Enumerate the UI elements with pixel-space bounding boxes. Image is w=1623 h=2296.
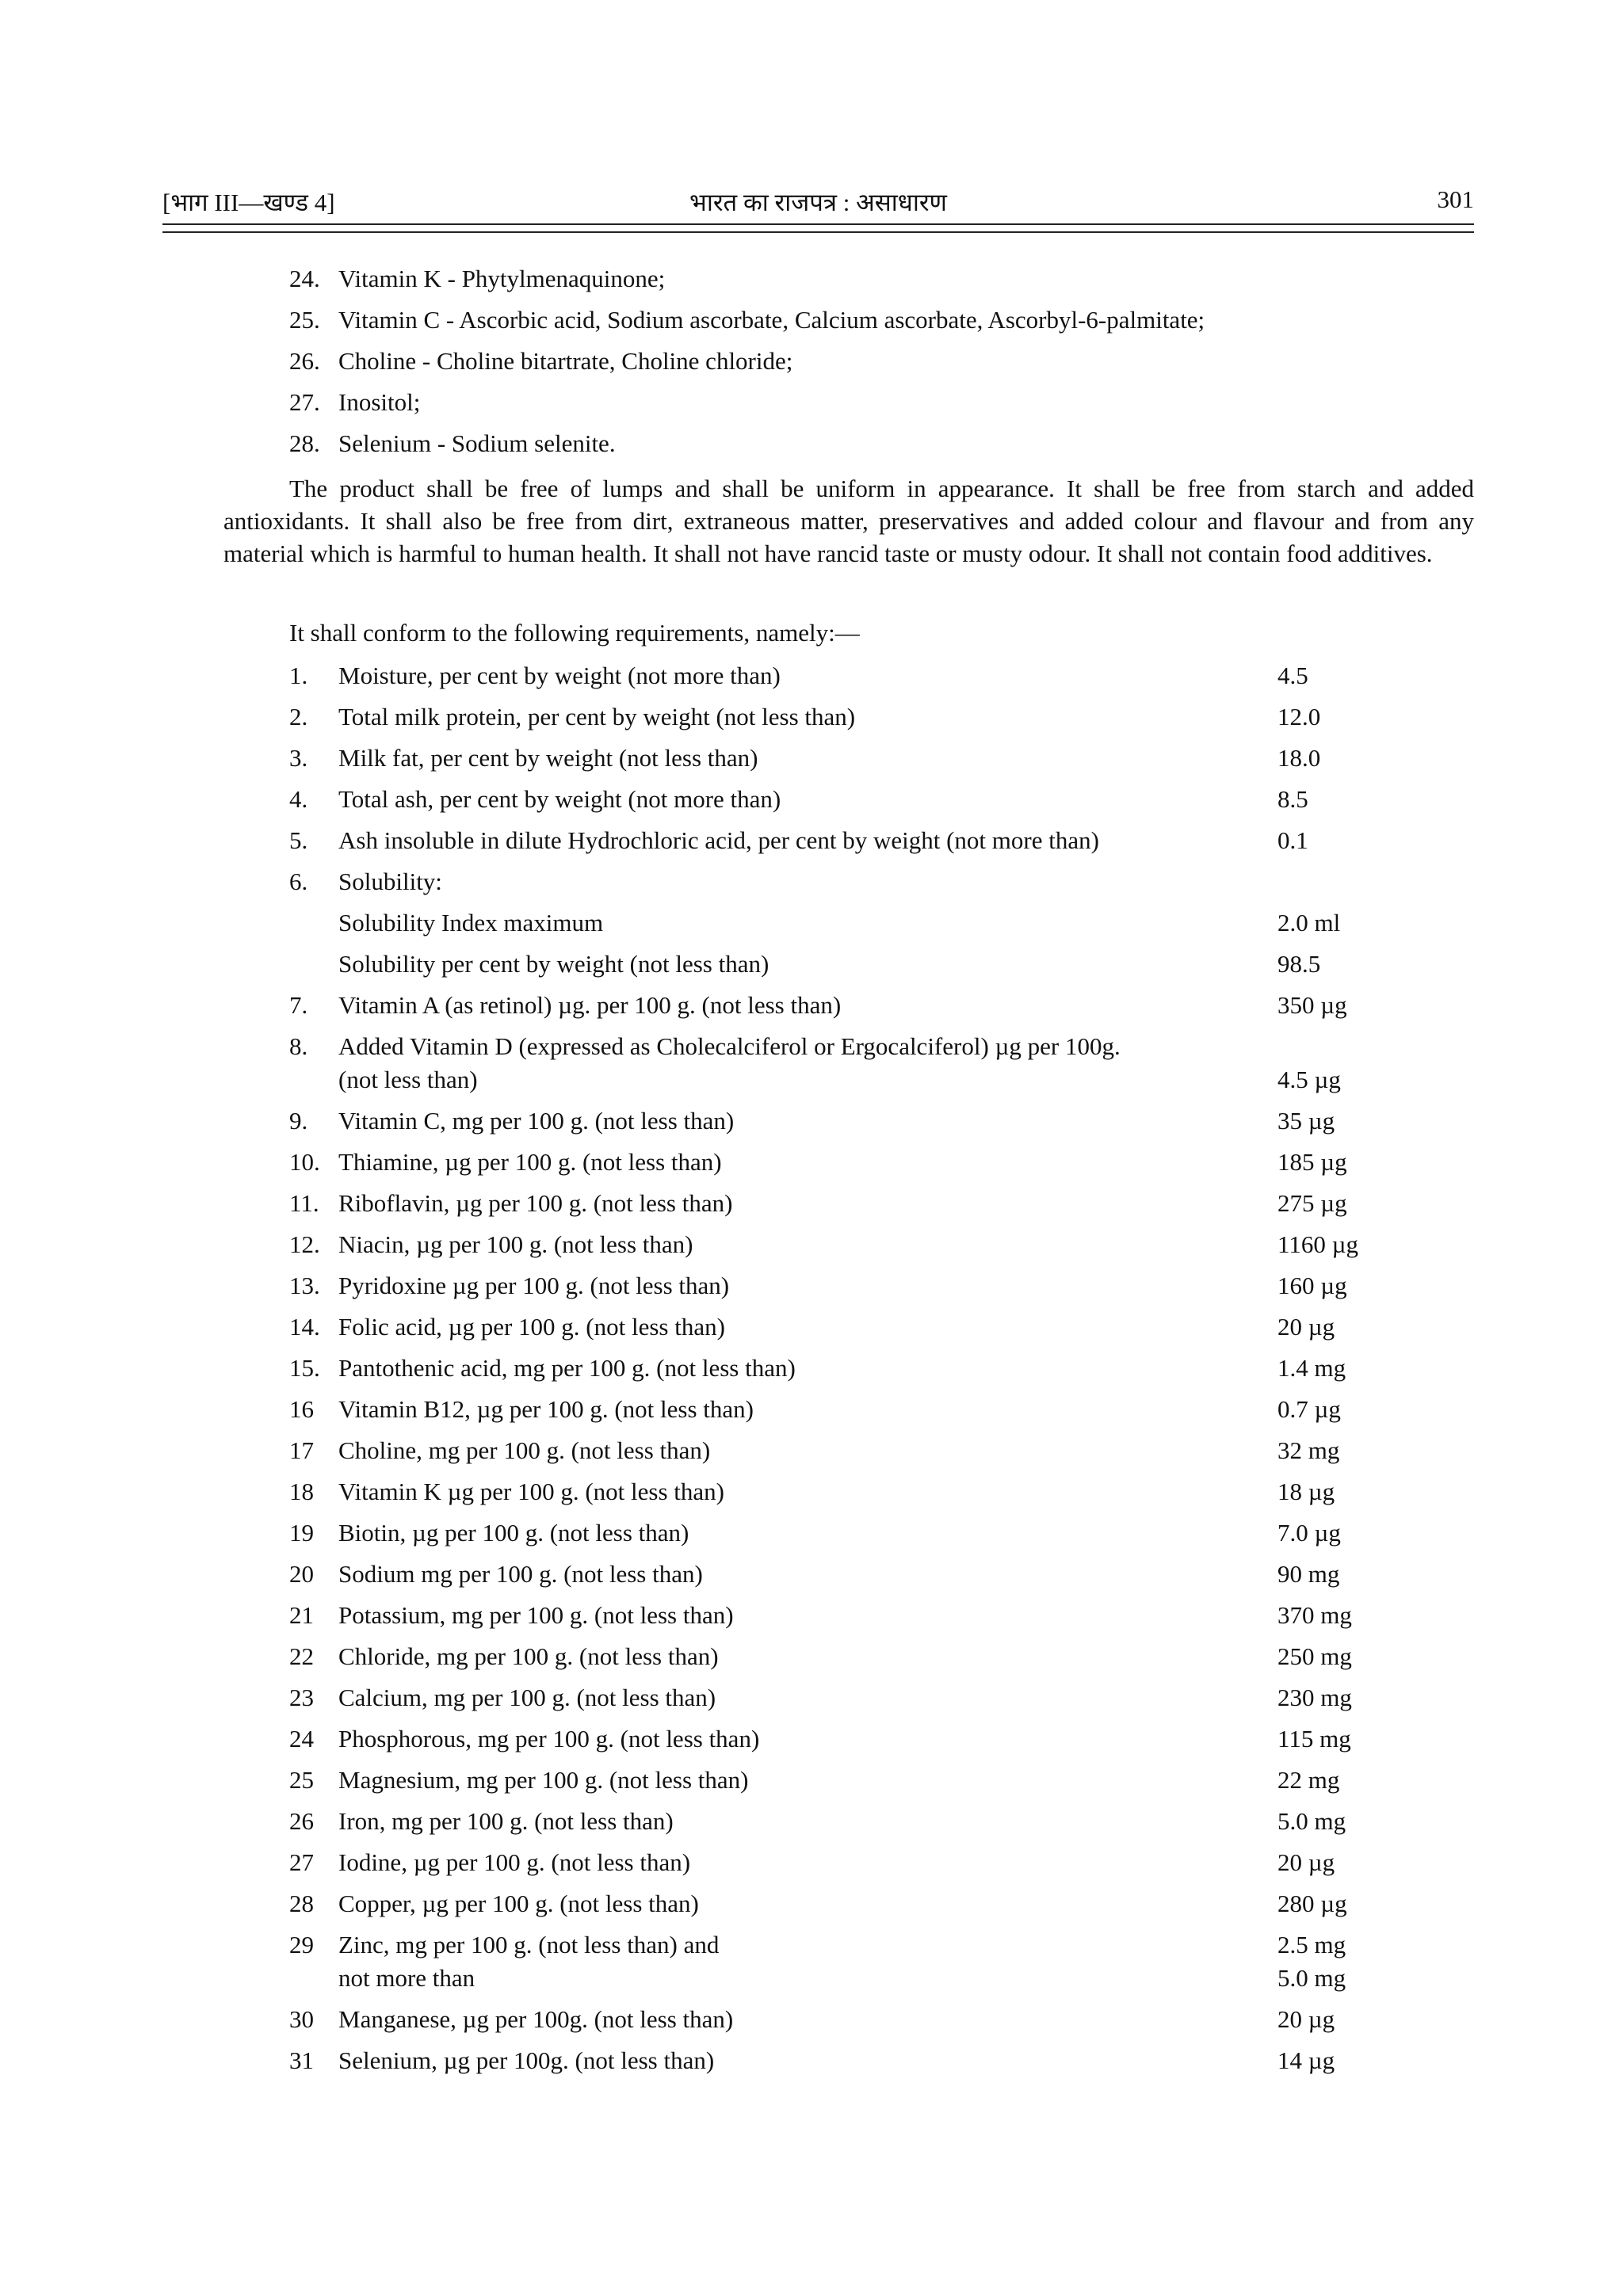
row-value: 12.0 <box>1277 703 1321 730</box>
row-number: 13. <box>289 1272 320 1299</box>
row-label: Calcium, mg per 100 g. (not less than) <box>338 1684 716 1711</box>
row-value: 2.0 ml <box>1277 909 1341 936</box>
row-label: Iodine, µg per 100 g. (not less than) <box>338 1848 691 1876</box>
row-number: 10. <box>289 1148 320 1176</box>
row-value: 4.5 <box>1277 662 1308 689</box>
row-number: 15. <box>289 1354 320 1382</box>
row-label: Vitamin C, mg per 100 g. (not less than) <box>338 1107 735 1135</box>
row-value: 350 µg <box>1277 991 1347 1019</box>
row-number: 9. <box>289 1107 308 1135</box>
row-value: 0.7 µg <box>1277 1395 1341 1423</box>
row-label: Solubility per cent by weight (not less than) <box>338 950 769 978</box>
row-label: Moisture, per cent by weight (not more than) <box>338 662 781 689</box>
row-label: Iron, mg per 100 g. (not less than) <box>338 1807 674 1835</box>
row-label: Potassium, mg per 100 g. (not less than) <box>338 1601 734 1629</box>
row-number: 7. <box>289 991 308 1019</box>
item-number: 24. <box>289 265 320 292</box>
row-value: 160 µg <box>1277 1272 1347 1299</box>
row-number: 22 <box>289 1642 314 1670</box>
row-number: 31 <box>289 2046 314 2074</box>
item-text: Inositol; <box>338 388 421 416</box>
row-label: Total ash, per cent by weight (not more than) <box>338 785 781 813</box>
row-number: 19 <box>289 1519 314 1547</box>
row-number: 23 <box>289 1684 314 1711</box>
row-value: 280 µg <box>1277 1890 1347 1917</box>
row-value: 1.4 mg <box>1277 1354 1346 1382</box>
item-text: Vitamin K - Phytylmenaquinone; <box>338 265 666 292</box>
row-label: Biotin, µg per 100 g. (not less than) <box>338 1519 689 1547</box>
row-value: 185 µg <box>1277 1148 1347 1176</box>
row-number: 4. <box>289 785 308 813</box>
header-gazette-title: भारत का राजपत्र : असाधारण <box>689 189 947 216</box>
row-label: Solubility: <box>338 868 442 895</box>
row-label-continuation: (not less than) <box>338 1066 478 1093</box>
row-label: Riboflavin, µg per 100 g. (not less than) <box>338 1189 733 1217</box>
row-value: 2.5 mg <box>1277 1931 1346 1958</box>
row-value: 35 µg <box>1277 1107 1335 1135</box>
row-value: 370 mg <box>1277 1601 1352 1629</box>
header-divider <box>162 223 1474 225</box>
row-label: Pantothenic acid, mg per 100 g. (not less than) <box>338 1354 796 1382</box>
row-value: 20 µg <box>1277 2005 1335 2033</box>
row-number: 16 <box>289 1395 314 1423</box>
row-value: 250 mg <box>1277 1642 1352 1670</box>
row-value: 0.1 <box>1277 826 1308 854</box>
row-label: Niacin, µg per 100 g. (not less than) <box>338 1230 693 1258</box>
item-number: 26. <box>289 347 320 375</box>
item-text: Selenium - Sodium selenite. <box>338 429 616 457</box>
row-number: 27 <box>289 1848 314 1876</box>
row-number: 8. <box>289 1032 308 1060</box>
row-label: Milk fat, per cent by weight (not less than) <box>338 744 758 772</box>
row-value: 115 mg <box>1277 1725 1351 1753</box>
requirements-intro: It shall conform to the following requirements, namely:— <box>289 619 860 646</box>
row-label: Total milk protein, per cent by weight (not less than) <box>338 703 856 730</box>
row-label: Added Vitamin D (expressed as Cholecalciferol or Ergocalciferol) µg per 100g. <box>338 1032 1121 1060</box>
row-number: 28 <box>289 1890 314 1917</box>
row-number: 24 <box>289 1725 314 1753</box>
row-number: 25 <box>289 1766 314 1794</box>
row-value: 22 mg <box>1277 1766 1340 1794</box>
row-label: Copper, µg per 100 g. (not less than) <box>338 1890 699 1917</box>
row-value: 18 µg <box>1277 1478 1335 1505</box>
row-number: 12. <box>289 1230 320 1258</box>
row-value: 20 µg <box>1277 1848 1335 1876</box>
row-value: 1160 µg <box>1277 1230 1358 1258</box>
row-value: 275 µg <box>1277 1189 1347 1217</box>
row-number: 14. <box>289 1313 320 1341</box>
row-number: 30 <box>289 2005 314 2033</box>
row-label: Vitamin B12, µg per 100 g. (not less than) <box>338 1395 754 1423</box>
row-value: 20 µg <box>1277 1313 1335 1341</box>
row-value: 98.5 <box>1277 950 1321 978</box>
row-number: 6. <box>289 868 308 895</box>
row-label: Chloride, mg per 100 g. (not less than) <box>338 1642 719 1670</box>
row-number: 18 <box>289 1478 314 1505</box>
row-label: Pyridoxine µg per 100 g. (not less than) <box>338 1272 730 1299</box>
header-divider <box>162 231 1474 233</box>
row-value: 7.0 µg <box>1277 1519 1341 1547</box>
row-label: Ash insoluble in dilute Hydrochloric acid, per cent by weight (not more than) <box>338 826 1099 854</box>
row-number: 11. <box>289 1189 319 1217</box>
row-value: 14 µg <box>1277 2046 1335 2074</box>
row-number: 3. <box>289 744 308 772</box>
row-label: Thiamine, µg per 100 g. (not less than) <box>338 1148 722 1176</box>
row-label: Vitamin K µg per 100 g. (not less than) <box>338 1478 724 1505</box>
row-number: 26 <box>289 1807 314 1835</box>
row-number: 2. <box>289 703 308 730</box>
row-number: 29 <box>289 1931 314 1958</box>
row-label: Magnesium, mg per 100 g. (not less than) <box>338 1766 749 1794</box>
row-value: 4.5 µg <box>1277 1066 1341 1093</box>
page-header <box>162 182 1474 219</box>
row-value: 5.0 mg <box>1277 1807 1346 1835</box>
body-paragraph: The product shall be free of lumps and shall be uniform in appearance. It shall be free from starch and added antioxidants. It shall also be free from dirt, extraneous matter, preservatives and added colour and flavour and from any material which is harmful to human health. It shall not have rancid taste or musty odour. It shall not contain food additives. <box>223 475 1474 567</box>
header-section-label: [भाग III—खण्ड 4] <box>162 189 335 216</box>
item-number: 27. <box>289 388 320 416</box>
row-label: Zinc, mg per 100 g. (not less than) and <box>338 1931 720 1958</box>
row-number: 17 <box>289 1436 314 1464</box>
row-label: Folic acid, µg per 100 g. (not less than) <box>338 1313 725 1341</box>
row-label: Vitamin A (as retinol) µg. per 100 g. (not less than) <box>338 991 842 1019</box>
row-label: Manganese, µg per 100g. (not less than) <box>338 2005 734 2033</box>
row-label: Choline, mg per 100 g. (not less than) <box>338 1436 711 1464</box>
row-value: 90 mg <box>1277 1560 1340 1588</box>
item-text: Vitamin C - Ascorbic acid, Sodium ascorbate, Calcium ascorbate, Ascorbyl-6-palmitate; <box>338 306 1205 334</box>
row-value: 18.0 <box>1277 744 1321 772</box>
row-number: 1. <box>289 662 308 689</box>
item-number: 28. <box>289 429 320 457</box>
row-number: 21 <box>289 1601 314 1629</box>
row-label: Selenium, µg per 100g. (not less than) <box>338 2046 715 2074</box>
row-value: 8.5 <box>1277 785 1308 813</box>
row-value: 32 mg <box>1277 1436 1340 1464</box>
row-number: 5. <box>289 826 308 854</box>
row-label-continuation: not more than <box>338 1964 475 1992</box>
row-label: Phosphorous, mg per 100 g. (not less than) <box>338 1725 760 1753</box>
row-value: 230 mg <box>1277 1684 1352 1711</box>
row-label: Solubility Index maximum <box>338 909 604 936</box>
row-number: 20 <box>289 1560 314 1588</box>
item-number: 25. <box>289 306 320 334</box>
row-value: 5.0 mg <box>1277 1964 1346 1992</box>
page-number: 301 <box>1437 185 1474 213</box>
row-label: Sodium mg per 100 g. (not less than) <box>338 1560 703 1588</box>
item-text: Choline - Choline bitartrate, Choline chloride; <box>338 347 793 375</box>
